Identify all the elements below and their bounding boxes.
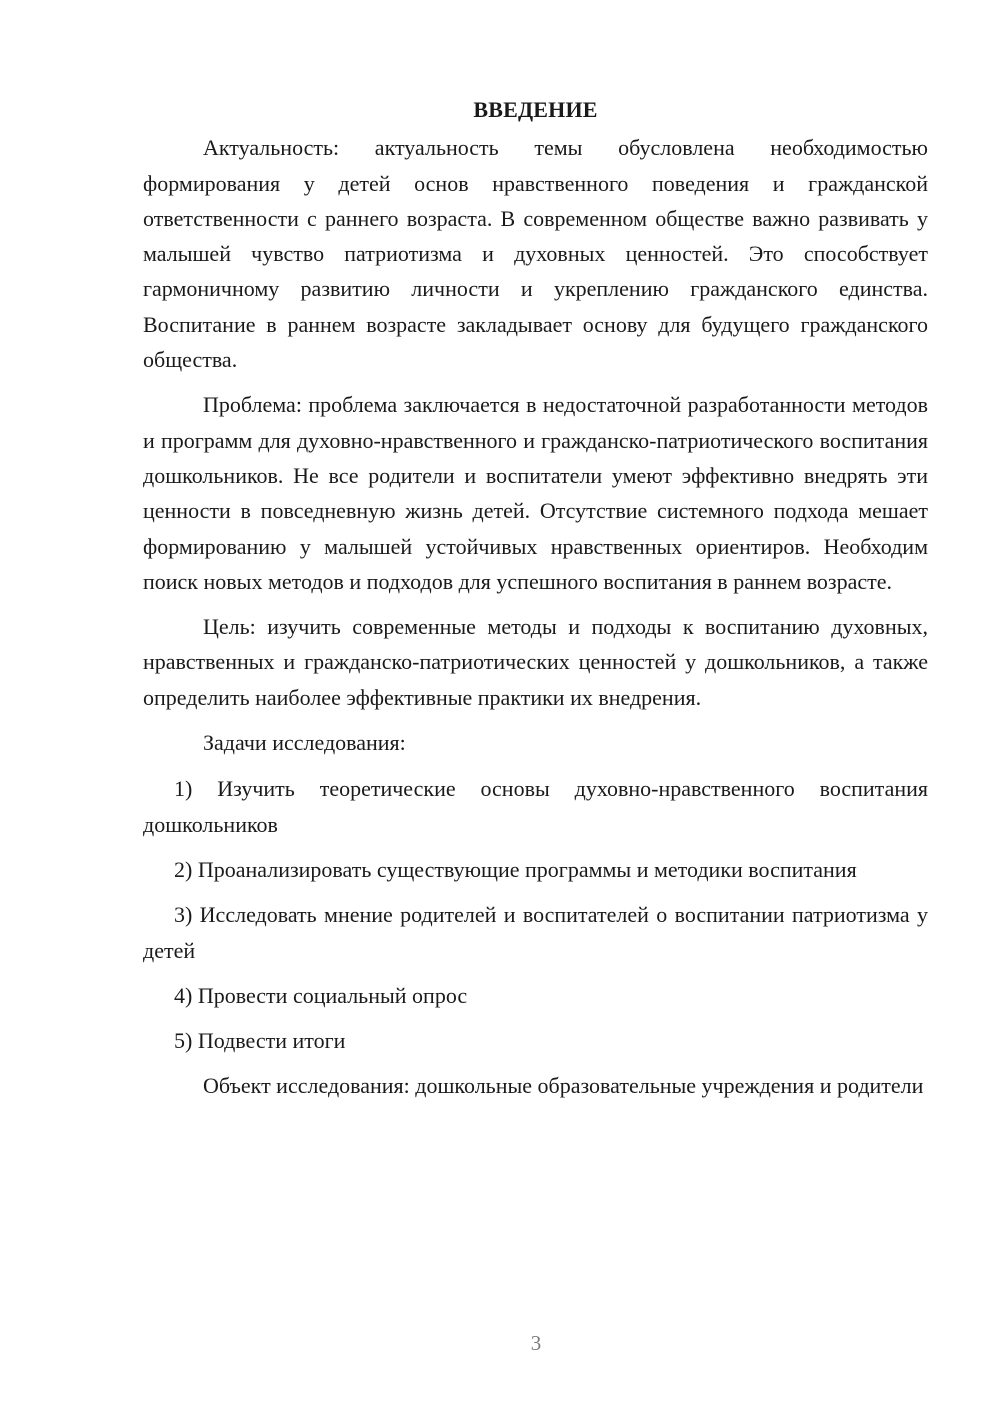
relevance-paragraph: Актуальность: актуальность темы обусловлена необходимостью формирования у детей основ нравственного поведения и гражданской ответственности с раннего возраста. В современном обществе важно развивать у малышей чувство патриотизма и духовных ценностей. Это способствует гармоничному развитию личности и укреплению гражданского единства. Воспитание в раннем возрасте закладывает основу для будущего гражданского общества. [143,135,928,373]
task-item-4: 4) Провести социальный опрос [174,982,468,1008]
task-item-5: 5) Подвести итоги [174,1028,346,1054]
object-paragraph: Объект исследования: дошкольные образовательные учреждения и родители [203,1073,924,1099]
goal-paragraph: Цель: изучить современные методы и подходы к воспитанию духовных, нравственных и гражданско-патриотических ценностей у дошкольников, а также определить наиболее эффективные практики их внедрения. [143,614,928,710]
task-item-3: 3) Исследовать мнение родителей и воспитателей о воспитании патриотизма у детей [143,902,928,963]
problem-paragraph: Проблема: проблема заключается в недостаточной разработанности методов и программ для духовно-нравственного и гражданско-патриотического воспитания дошкольников. Не все родители и воспитатели умеют эффективно внедрять эти ценности в повседневную жизнь детей. Отсутствие системного подхода мешает формированию у малышей устойчивых нравственных ориентиров. Необходим поиск новых методов и подходов для успешного воспитания в раннем возрасте. [143,392,928,594]
page-number: 3 [530,1331,542,1355]
task-item-1: 1) Изучить теоретические основы духовно-нравственного воспитания дошкольников [143,776,928,837]
page-content [143,92,928,1114]
tasks-label: Задачи исследования: [203,730,406,756]
task-item-2: 2) Проанализировать существующие программы и методики воспитания [174,856,857,882]
section-heading: ВВЕДЕНИЕ [473,97,598,122]
